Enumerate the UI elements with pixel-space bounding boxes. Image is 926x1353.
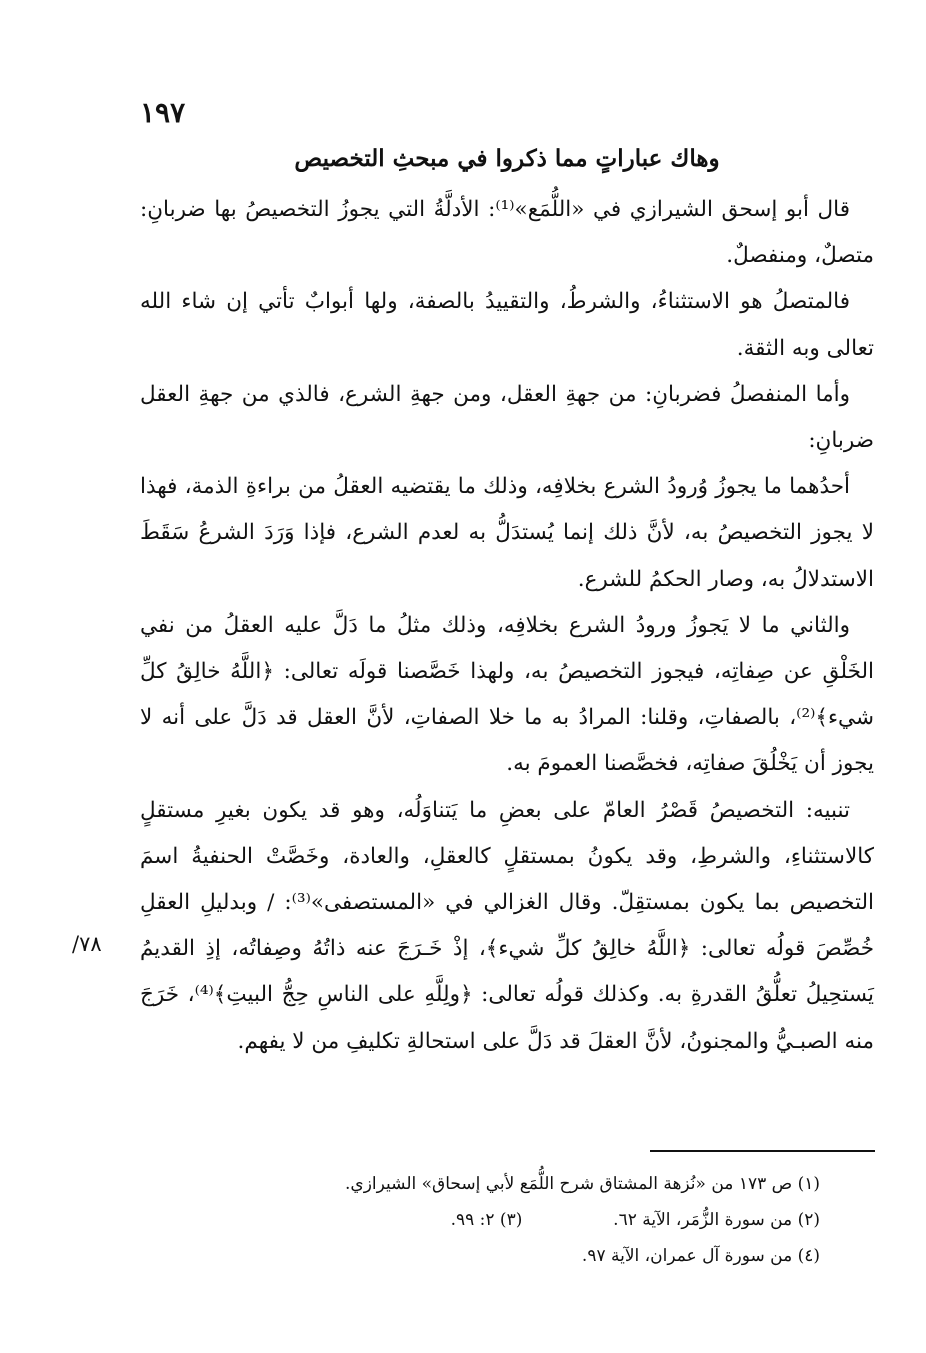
main-text	[140, 187, 874, 1065]
footnote-1: (١) ص ١٧٣ من «نُزهة المشتاق شرح اللُّمَع لأبي إسحاق» الشيرازي.	[345, 1174, 820, 1194]
footnote-divider	[650, 1150, 875, 1152]
paragraph-1: قال أبو إسحق الشيرازي في «اللُّمَع»⁽¹⁾: الأدلَّةُ التي يجوزُ التخصيصُ بها ضربانِ: متصلٌ، ومنفصلٌ.	[140, 197, 874, 269]
paragraph-3: وأما المنفصلُ فضربانِ: من جهةِ العقل، ومن جهةِ الشرع، فالذي من جهةِ العقل ضربانِ:	[140, 381, 874, 454]
paragraph-4: أحدُهما ما يجوزُ وُرودُ الشرع بخلافِه، وذلك ما يقتضيه العقلُ من براءةِ الذمة، فهذا لا يجوز التخصيصُ به، لأنَّ ذلك إنما يُستدَلُّ به لعدم الشرع، فإذا وَرَدَ الشرعُ سَقَطَ الاستدلالُ به، وصار الحكمُ للشرع.	[140, 474, 874, 592]
footnote-2: (٢) من سورة الزُّمَر، الآية ٦٢.	[613, 1210, 820, 1230]
margin-page-reference: ٧٨/	[72, 932, 102, 956]
footnote-row-2	[240, 1202, 820, 1238]
paragraph-5: والثاني ما لا يَجوزُ ورودُ الشرع بخلافِه، وذلك مثلُ ما دَلَّ عليه العقلُ من نفي الخَلْقِ عن صِفاتِه، فيجوز التخصيصُ به، ولهذا خَصَّصنا قولَه تعالى: ﴿اللَّهُ خالِقُ كلِّ شيء﴾⁽²⁾، بالصفاتِ، وقلنا: المرادُ به ما خلا الصفاتِ، لأنَّ العقل قد دَلَّ على أنه لا يجوز أن يَخْلُقَ صفاتِه، فخصَّصنا العمومَ به.	[140, 612, 874, 777]
page-heading: وهاك عباراتٍ مما ذكروا في مبحثِ التخصيص	[294, 145, 720, 172]
paragraph-6: تنبيه: التخصيصُ قَصْرُ العامّ على بعضِ ما يَتناوَلُه، وهو قد يكون بغيرِ مستقلٍ كالاستثناءِ، والشرطِ، وقد يكونُ بمستقلٍ كالعقلِ، والعادة، وخَصَّتْ الحنفيةُ اسمَ التخصيص بما يكون بمستقِلّ. وقال الغزالي في «المستصفى»⁽³⁾: / وبدليلِ العقلِ خُصِّصَ قولُه تعالى: ﴿اللَّهُ خالِقُ كلِّ شيء﴾، إذْ خَـرَجَ عنه ذاتُهُ وصِفاتُه، إذِ القديمُ يَستحِيلُ تعلُّقُ القدرةِ به. وكذلك قولُه تعالى: ﴿ولِلَّهِ على الناسِ حِجُّ البيتِ﴾⁽⁴⁾، خَرَجَ منه الصبـيُّ والمجنونُ، لأنَّ العقلَ قد دَلَّ على استحالةِ تكليفِ من لا يفهم.	[140, 797, 875, 1054]
footnotes	[240, 1166, 820, 1274]
page-number: ١٩٧	[140, 96, 186, 129]
paragraph-2: فالمتصلُ هو الاستثناءُ، والشرطُ، والتقييدُ بالصفة، ولها أبوابٌ تأتي إن شاء الله تعالى وبه الثقة.	[140, 289, 874, 361]
footnote-3: (٣) ٢: ٩٩.	[450, 1210, 523, 1230]
footnote-4: (٤) من سورة آل عمران، الآية ٩٧.	[581, 1246, 820, 1266]
